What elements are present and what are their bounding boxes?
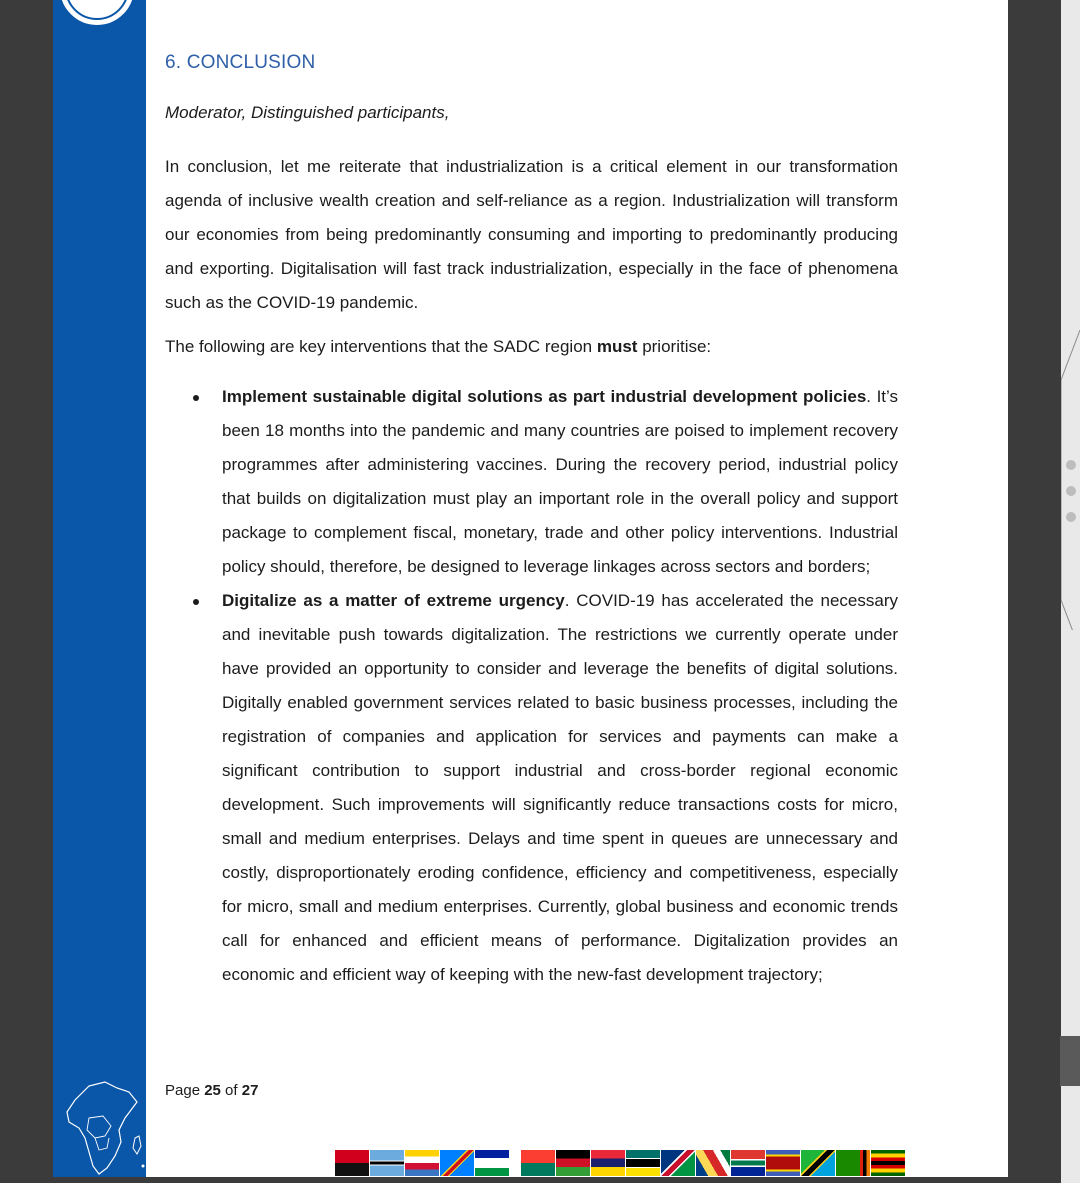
member-state-flags [335,1150,906,1176]
panel-edge-decoration [1061,330,1080,630]
more-options-dot-icon[interactable] [1066,512,1076,522]
flag-icon [591,1150,625,1176]
flag-icon [440,1150,474,1176]
flag-icon [731,1150,765,1176]
bullet-icon [193,599,199,605]
intro-emphasis: must [596,337,638,356]
intro-text-before: The following are key interventions that the SADC region [165,337,597,356]
page-total: 27 [241,1082,259,1099]
flag-icon [556,1150,590,1176]
flag-icon [335,1150,369,1176]
page-side-band [53,0,146,1177]
list-item [165,584,898,992]
list-item [165,380,898,584]
document-page [53,0,1008,1177]
interventions-list [165,380,898,992]
flag-icon [871,1150,905,1176]
flag-icon [521,1150,555,1176]
flag-icon [475,1150,509,1176]
flag-icon [626,1150,660,1176]
flag-icon [836,1150,870,1176]
list-item-title: Implement sustainable digital solutions as part industrial development policies [222,387,867,406]
page-number: 25 [204,1082,221,1099]
interventions-intro [165,336,898,358]
intro-text-after: prioritise: [637,337,712,356]
sadc-logo-icon [57,0,137,28]
flag-icon [405,1150,439,1176]
greeting: Moderator, Distinguished participants, [165,103,450,122]
more-options-dot-icon[interactable] [1066,460,1076,470]
flag-icon [766,1150,800,1176]
section-heading: 6. CONCLUSION [165,52,316,73]
document-body [165,48,898,992]
conclusion-paragraph: In conclusion, let me reiterate that industrialization is a critical element in our transformation agenda of inclusive wealth creation and self-reliance as a region. Industrialization will transform our economies from being predominantly consuming and importing to predominantly producing and exporting. Digitalisation will fast track industrialization, especially in the face of phenomena such as the COVID-19 pandemic. [165,157,898,312]
more-options-dot-icon[interactable] [1066,486,1076,496]
bullet-icon [193,395,199,401]
flag-icon [696,1150,730,1176]
list-item-text: . It’s been 18 months into the pandemic and many countries are poised to implement recovery programmes after administering vaccines. During the recovery period, industrial policy that builds on digitalization must play an important role in the overall policy and support package to complement fiscal, monetary, trade and other policy interventions. Industrial policy should, therefore, be designed to leverage linkages across sectors and borders; [222,387,898,576]
list-item-title: Digitalize as a matter of extreme urgency [222,591,565,610]
flag-icon [661,1150,695,1176]
of-label: of [220,1082,242,1099]
list-item-text: . COVID-19 has accelerated the necessary and inevitable push towards digitalization. The restrictions we currently operate under have provided an opportunity to consider and leverage the benefits of digital solutions. Digitally enabled government services related to basic business processes, including the registration of companies and application for services and payments can make a significant contribution to support industrial and cross-border regional economic development. Such improvements will significantly reduce transactions costs for micro, small and medium enterprises. Delays and time spent in queues are unnecessary and costly, disproportionately eroding confidence, efficiency and competitiveness, especially for micro, small and medium enterprises. Currently, global business and economic trends call for enhanced and efficient means of performance. Digitalization provides an economic and efficient way of keeping with the new-fast development trajectory; [222,591,898,984]
page-label: Page [165,1082,205,1099]
flag-icon [370,1150,404,1176]
scroll-handle[interactable] [1060,1036,1080,1086]
africa-map-icon [59,1078,147,1177]
page-footer [165,1082,258,1099]
flag-icon [801,1150,835,1176]
